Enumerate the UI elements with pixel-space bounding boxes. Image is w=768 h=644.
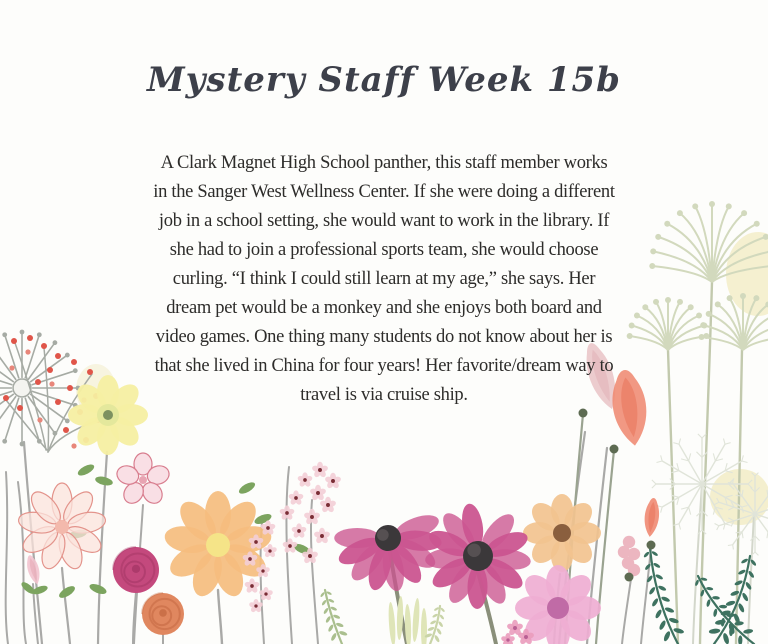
grass-blade	[387, 602, 396, 644]
peach-daisy	[523, 494, 601, 572]
grass-blade	[421, 608, 427, 644]
flower-stem	[218, 590, 222, 644]
leaf	[237, 480, 257, 496]
article-line: curling. “I think I could still learn at my age,” she says. Her	[172, 269, 596, 289]
coral-spike-bud	[643, 497, 661, 537]
leaf	[76, 462, 96, 478]
flower-stem	[286, 467, 292, 644]
article-line: travel is via cruise ship.	[300, 385, 468, 405]
leaf	[88, 582, 108, 596]
pink-bud	[24, 554, 42, 586]
small-pink-flower	[115, 453, 172, 507]
flower-stem	[62, 568, 70, 644]
grass-blade	[411, 598, 420, 642]
flower-stem	[596, 450, 614, 644]
flower-stem	[641, 548, 651, 644]
article-line: in the Sanger West Wellness Center. If she were doing a different	[153, 182, 615, 202]
spike-pink-bud	[618, 536, 640, 576]
orange-rose	[142, 593, 184, 635]
article-line: A Clark Magnet High School panther, this staff member works	[160, 153, 608, 173]
magenta-rose	[113, 547, 159, 593]
light-fern	[320, 590, 348, 644]
article-line: job in a school setting, she would want to work in the library. If	[158, 211, 610, 231]
flower-stem	[6, 472, 8, 644]
flower-stem	[748, 514, 754, 644]
light-fern	[424, 606, 445, 644]
article-line: dream pet would be a monkey and she enjoys both board and	[166, 298, 602, 318]
article-line: that she lived in China for four years! Her favorite/dream way to	[154, 356, 614, 376]
article-line: video games. One thing many students do not know about her is	[155, 327, 613, 347]
flower-stem	[18, 482, 26, 644]
page-title: Mystery Staff Week 15b	[147, 60, 621, 100]
leaf	[57, 584, 77, 600]
article-line: she had to join a professional sports team, she would choose	[169, 240, 599, 260]
article-paragraph	[0, 149, 768, 410]
flower-stem	[622, 572, 632, 644]
